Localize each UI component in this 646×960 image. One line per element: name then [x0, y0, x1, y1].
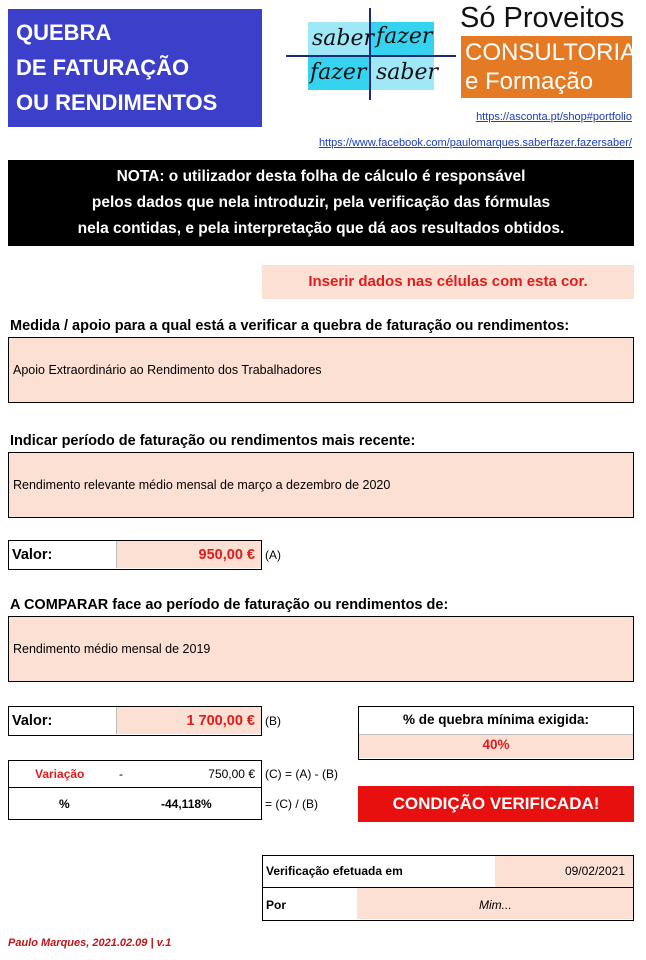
- recent-value-label: Valor:: [12, 547, 53, 563]
- measure-input[interactable]: Apoio Extraordinário ao Rendimento dos Trabalhadores: [8, 337, 634, 403]
- disclaimer-note: [8, 160, 634, 246]
- recent-value-tag: (A): [265, 548, 281, 562]
- recent-period-label: Indicar período de faturação ou rendimentos mais recente:: [10, 433, 416, 449]
- logo-word-4: saber: [376, 60, 439, 85]
- threshold-label: % de quebra mínima exigida:: [402, 712, 590, 727]
- note-line-2: pelos dados que nela introduzir, pela verificação das fórmulas: [91, 194, 551, 211]
- verification-table: [262, 855, 634, 921]
- verification-by-label: Por: [266, 898, 287, 912]
- verification-date-input[interactable]: 09/02/2021: [564, 864, 625, 878]
- measure-label: Medida / apoio para a qual está a verificar a quebra de faturação ou rendimentos:: [10, 318, 570, 334]
- compare-period-label: A COMPARAR face ao período de faturação ou rendimentos de:: [10, 597, 449, 613]
- logo-word-2: fazer: [376, 24, 433, 49]
- verification-date-label: Verificação efetuada em: [266, 864, 403, 878]
- percent-value: -44,118%: [161, 797, 212, 811]
- sheet-title: [8, 9, 262, 127]
- percent-label: %: [59, 797, 70, 811]
- variation-table: [8, 760, 262, 820]
- recent-period-input[interactable]: Rendimento relevante médio mensal de março a dezembro de 2020: [8, 452, 634, 518]
- percent-formula: = (C) / (B): [265, 797, 318, 811]
- facebook-link[interactable]: https://www.facebook.com/paulomarques.saberfazer.fazersaber/: [318, 137, 632, 149]
- brand-line-2: e Formação: [465, 68, 594, 95]
- compare-value-input[interactable]: 1 700,00 €: [186, 713, 255, 729]
- note-line-3: nela contidas, e pela interpretação que dá aos resultados obtidos.: [77, 220, 565, 237]
- variation-label: Variação: [35, 767, 85, 781]
- recent-value-input[interactable]: 950,00 €: [198, 547, 255, 563]
- recent-value-row: [8, 540, 262, 570]
- threshold-input[interactable]: 40%: [482, 737, 510, 752]
- title-line-2: DE FATURAÇÃO: [16, 55, 190, 80]
- variation-formula: (C) = (A) - (B): [265, 767, 338, 781]
- brand-box: [461, 36, 637, 98]
- note-line-1: NOTA: o utilizador desta folha de cálculo é responsável: [116, 168, 526, 185]
- variation-value: 750,00 €: [208, 767, 255, 781]
- brand-line-1: CONSULTORIA: [465, 39, 637, 66]
- verification-by-input[interactable]: Mim...: [479, 898, 512, 912]
- condition-result-badge: CONDIÇÃO VERIFICADA!: [358, 786, 634, 822]
- variation-sign: -: [119, 767, 123, 781]
- compare-value-label: Valor:: [12, 713, 53, 729]
- logo-word-1: saber: [312, 26, 375, 51]
- input-color-legend: Inserir dados nas células com esta cor.: [262, 265, 634, 299]
- saber-fazer-logo: [286, 8, 456, 100]
- title-line-1: QUEBRA: [16, 20, 112, 45]
- threshold-box: [358, 706, 634, 760]
- logo-word-3: fazer: [310, 60, 367, 85]
- compare-period-input[interactable]: Rendimento médio mensal de 2019: [8, 616, 634, 682]
- brand-name: Só Proveitos: [460, 2, 625, 34]
- compare-value-tag: (B): [265, 714, 281, 728]
- compare-value-row: [8, 706, 262, 736]
- shop-link[interactable]: https://asconta.pt/shop#portfolio: [476, 111, 632, 123]
- title-line-3: OU RENDIMENTOS: [16, 90, 218, 115]
- author-footer: Paulo Marques, 2021.02.09 | v.1: [8, 937, 172, 949]
